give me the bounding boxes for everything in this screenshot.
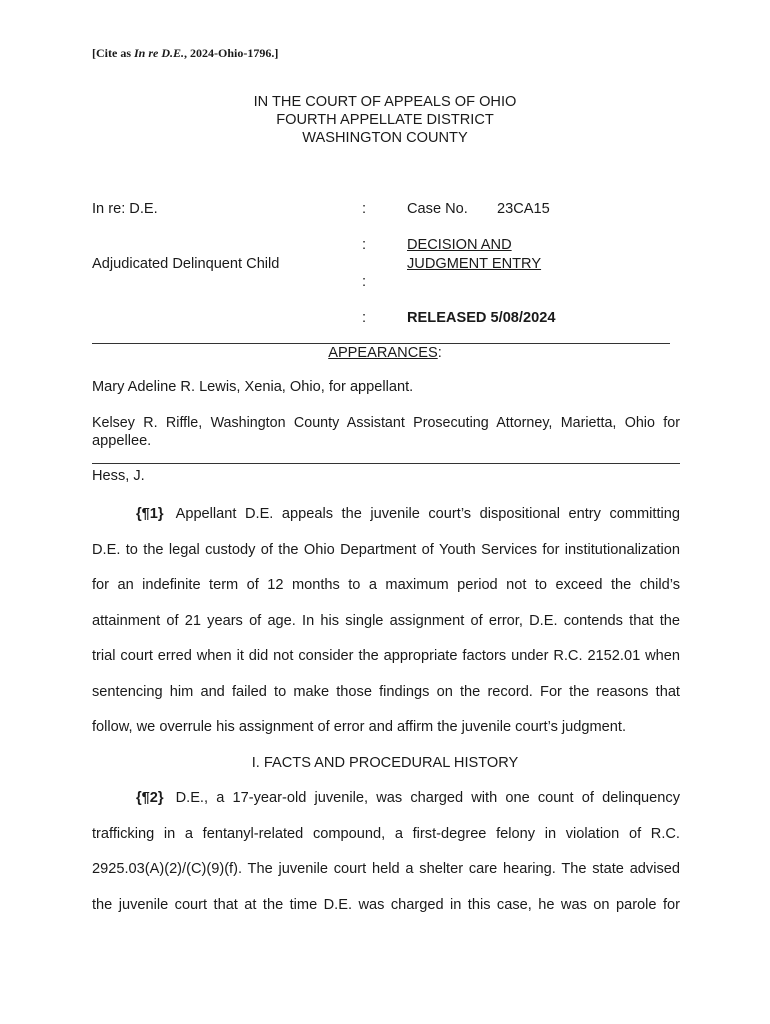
- appearance-appellee-line2: appellee.: [92, 433, 152, 449]
- appearances-heading-text: APPEARANCES: [328, 345, 438, 361]
- case-number-label: Case No.: [407, 201, 468, 217]
- paragraph-1: [92, 497, 680, 746]
- entry-type-line2: JUDGMENT ENTRY: [407, 256, 542, 272]
- paragraph-line: 2925.03(A)(2)/(C)(9)(f). The juvenile court held a shelter care hearing. The state advised: [92, 861, 680, 877]
- paragraph-2: [92, 781, 680, 923]
- court-county: WASHINGTON COUNTY: [302, 130, 468, 146]
- paragraph-line: follow, we overrule his assignment of error and affirm the juvenile court’s judgment.: [92, 719, 627, 735]
- appearances-heading: [0, 345, 770, 361]
- caption-colon: :: [362, 274, 367, 290]
- caption-rule: [92, 343, 670, 344]
- release-date: RELEASED 5/08/2024: [407, 310, 556, 326]
- entry-type-line1: DECISION AND: [407, 237, 512, 253]
- court-name: IN THE COURT OF APPEALS OF OHIO: [253, 94, 517, 110]
- appearance-appellee-line1: Kelsey R. Riffle, Washington County Assistant Prosecuting Attorney, Marietta, Ohio for: [92, 415, 680, 431]
- paragraph-line: [92, 781, 680, 817]
- paragraph-line: trial court erred when it did not consider the appropriate factors under R.C. 2152.01 when: [92, 648, 680, 664]
- paragraph-line: sentencing him and failed to make those findings on the record. For the reasons that: [92, 683, 680, 700]
- citation-case: In re D.E.: [134, 46, 185, 60]
- section-heading: I. FACTS AND PROCEDURAL HISTORY: [251, 755, 519, 771]
- caption-colon: :: [362, 237, 367, 253]
- caption-colon: :: [362, 201, 367, 217]
- appearances-rule: [92, 463, 680, 464]
- paragraph-line: D.E. to the legal custody of the Ohio Department of Youth Services for institutionalization: [92, 541, 680, 558]
- court-district: FOURTH APPELLATE DISTRICT: [276, 112, 494, 128]
- citation: [92, 46, 278, 61]
- paragraph-text: Appellant D.E. appeals the juvenile court’s dispositional entry committing: [175, 506, 680, 522]
- paragraph-mark: {¶1}: [136, 506, 164, 522]
- caption-colon: :: [362, 310, 367, 326]
- paragraph-line: [92, 497, 680, 533]
- case-number: 23CA15: [497, 201, 550, 217]
- paragraph-text: D.E., a 17-year-old juvenile, was charged with one count of delinquency: [175, 790, 680, 806]
- paragraph-mark: {¶2}: [136, 790, 164, 806]
- paragraph-line: trafficking in a fentanyl-related compound, a first-degree felony in violation of R.C.: [92, 825, 680, 842]
- appearances-heading-colon: :: [437, 345, 442, 361]
- caption-party-desc: Adjudicated Delinquent Child: [92, 256, 280, 272]
- paragraph-line: the juvenile court that at the time D.E. was charged in this case, he was on parole for: [92, 896, 680, 913]
- citation-suffix: , 2024-Ohio-1796.]: [184, 46, 279, 60]
- judge: Hess, J.: [92, 468, 145, 484]
- citation-prefix: [Cite as: [92, 46, 134, 60]
- paragraph-line: for an indefinite term of 12 months to a maximum period not to exceed the child’s: [92, 577, 680, 593]
- appearance-appellant: Mary Adeline R. Lewis, Xenia, Ohio, for appellant.: [92, 379, 414, 395]
- paragraph-line: attainment of 21 years of age. In his single assignment of error, D.E. contends that the: [92, 612, 680, 629]
- caption-party: In re: D.E.: [92, 201, 158, 217]
